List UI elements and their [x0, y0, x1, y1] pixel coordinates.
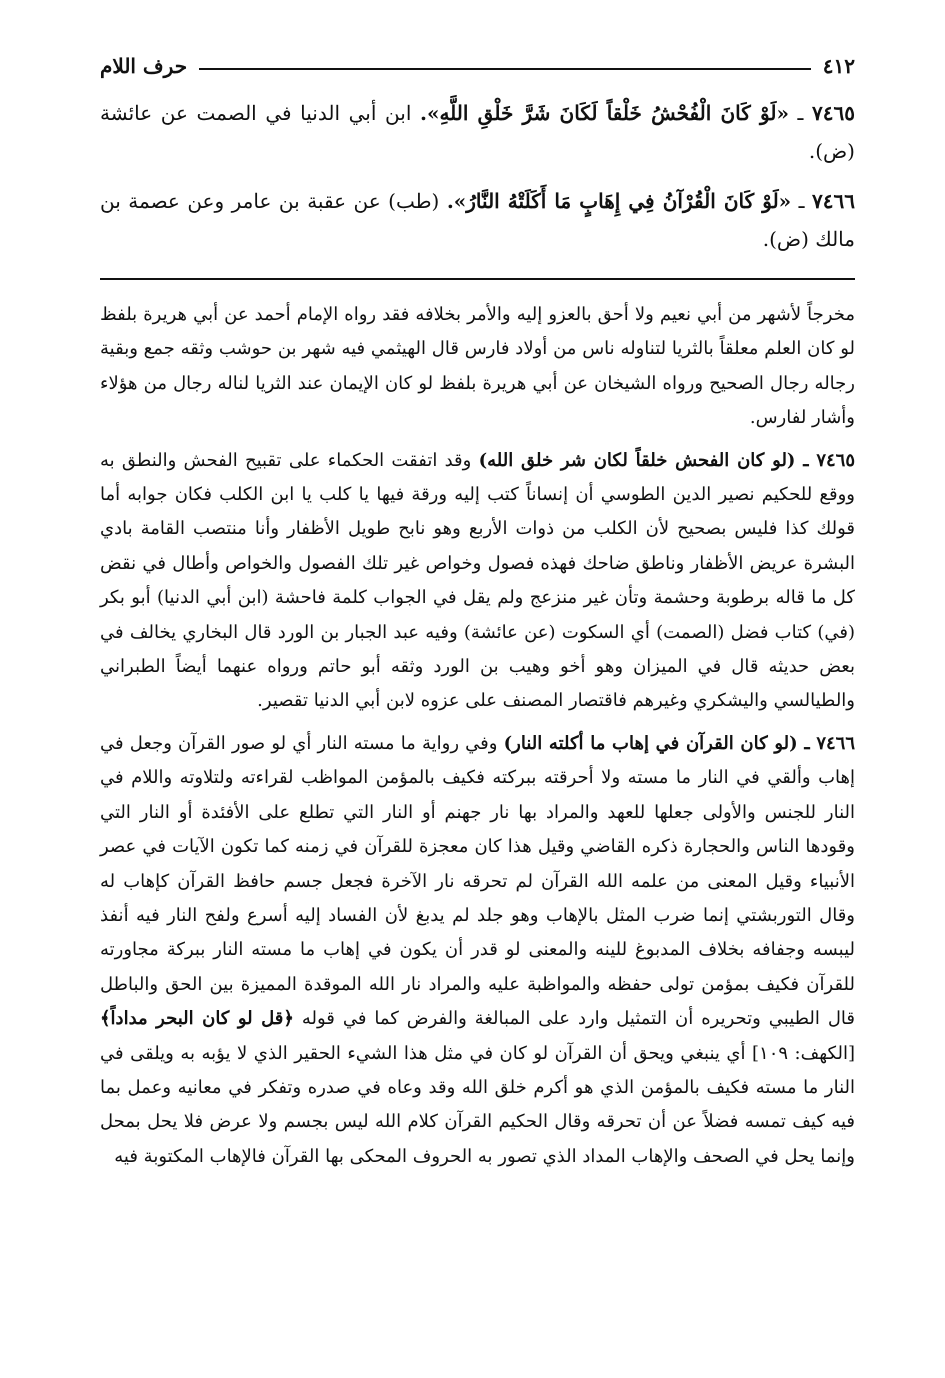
hadith-text: «لَوْ كَانَ الْفُحْشُ خَلْقاً لَكَانَ شَرَّ خَلْقِ اللَّهِ».: [420, 101, 789, 125]
hadith-number: ٧٤٦٥: [812, 101, 855, 125]
commentary-paragraph: [100, 727, 855, 1174]
header-rule: [199, 68, 811, 70]
hadith-entry: ٧٤٦٦ ـ «لَوْ كَانَ الْقُرْآنُ فِي إِهَابٍ مَا أَكَلَتْهُ النَّارُ». (طب) عن عقبة بن عامر وعن عصمة بن مالك (ض).: [100, 189, 855, 251]
commentary-separator: [100, 278, 855, 280]
commentary-block: [100, 298, 855, 1174]
hadith-entry: ٧٤٦٥ ـ «لَوْ كَانَ الْفُحْشُ خَلْقاً لَكَانَ شَرَّ خَلْقِ اللَّهِ». ابن أبي الدنيا في الصمت عن عائشة (ض).: [100, 101, 855, 163]
commentary-lemma: ٧٤٦٥ ـ (لو كان الفحش خلقاً لكان شر خلق الله): [478, 449, 855, 471]
commentary-paragraph: [100, 444, 855, 719]
hadith-text: «لَوْ كَانَ الْقُرْآنُ فِي إِهَابٍ مَا أَكَلَتْهُ النَّارُ».: [446, 189, 792, 213]
quran-quote: ﴿قل لو كان البحر مداداً﴾: [100, 1008, 294, 1030]
commentary-text: وقد اتفقت الحكماء على تقبيح الفحش والنطق به ووقع للحكيم نصير الدين الطوسي أن إنساناً كتب إليه ورقة فيها يا كلب يا ابن الكلب فكان جوابه أما قولك كذا فليس بصحيح لأن الكلب من ذوات الأربع وهو نابح طويل الأظفار وأنا منتصب القامة بادي البشرة عريض الأظفار وناطق ضاحك فهذه فصول وخواص غير تلك الفصول والخواص وأطال في نقض كل ما قاله برطوبة وحشمة وتأن غير منزعج ولم يقل في الجواب كلمة فاحشة (ابن أبي الدنيا) أبو بكر (في) كتاب فضل (الصمت) أي السكوت (عن عائشة) وفيه عبد الجبار بن الورد قال البخاري يخالف في بعض حديثه قال في الميزان وهو أخو وهيب بن الورد وثقه أبو حاتم ورواه عنهما أيضاً الطبراني والطيالسي واليشكري وغيرهم فاقتصار المصنف على عزوه لابن أبي الدنيا تقصير.: [100, 449, 855, 712]
hadith-number: ٧٤٦٦: [812, 189, 855, 213]
running-header: [100, 38, 855, 78]
section-title: حرف اللام: [100, 54, 188, 78]
hadith-text-block: [100, 94, 855, 258]
commentary-text: وفي رواية ما مسته النار أي لو صور القرآن وجعل في إهاب وألقي في النار ما مسته ولا أحرقته ببركته فكيف بالمؤمن المواظب لقراءته ولتلاوته واللام في النار للجنس والأولى جعلها للعهد والمراد بها نار جهنم أو النار التي تطلع على الأفئدة أو النار التي وقودها الناس والحجارة ذكره القاضي وقيل هذا كان معجزة للقرآن في زمنه كما تكون الآيات في عصر الأنبياء وقيل المعنى من علمه الله القرآن لم تحرقه نار الآخرة فجعل جسم حافظ القرآن كإهاب له وقال التوربشتي إنما ضرب المثل بالإهاب وهو جلد لم يدبغ لأن الفساد إليه أسرع ولفح النار فيه أنفذ ليبسه وجفافه بخلاف المدبوغ للينه والمعنى لو قدر أن يكون في إهاب ما مسته النار ببركة مجاورته للقرآن فكيف بمؤمن تولى حفظه والمواظبة عليه والمراد نار الله الموقدة المميزة بين الحق والباطل قال الطيبي وتحريره أن التمثيل وارد على المبالغة والفرض كما في قوله: [100, 732, 855, 1030]
commentary-lemma: ٧٤٦٦ ـ (لو كان القرآن في إهاب ما أكلته النار): [503, 732, 855, 754]
commentary-text: [الكهف: ١٠٩] أي ينبغي ويحق أن القرآن لو كان في مثل هذا الشيء الحقير الذي لا يؤبه به ويلقى في النار ما مسته فكيف بالمؤمن الذي هو أكرم خلق الله وقد وعاه في صدره وتفكر في معانيه وعمل بما فيه كيف تمسه فضلاً عن أن تحرقه وقال الحكيم القرآن كلام الله ليس بجسم ولا عرض فلا يحل بمحل وإنما يحل في الصحف والإهاب المداد الذي تصور به الحروف المحكى بها القرآن فالإهاب المكتوبة فيه: [100, 1042, 855, 1167]
hadith-source: ابن أبي الدنيا في الصمت عن عائشة (ض).: [100, 101, 855, 163]
hadith-source: (طب) عن عقبة بن عامر وعن عصمة بن مالك (ض).: [100, 189, 855, 251]
commentary-paragraph: مخرجاً لأشهر من أبي نعيم ولا أحق بالعزو إليه والأمر بخلافه فقد رواه الإمام أحمد عن أبي هريرة بلفظ لو كان العلم معلقاً بالثريا لتناوله ناس من أولاد فارس قال الهيثمي فيه شهر بن حوشب وثقه جمع وبقية رجاله رجال الصحيح ورواه الشيخان عن أبي هريرة بلفظ لو كان الإيمان عند الثريا لناله رجال من هؤلاء وأشار لفارس.: [100, 304, 855, 429]
page-number: ٤١٢: [822, 54, 855, 78]
